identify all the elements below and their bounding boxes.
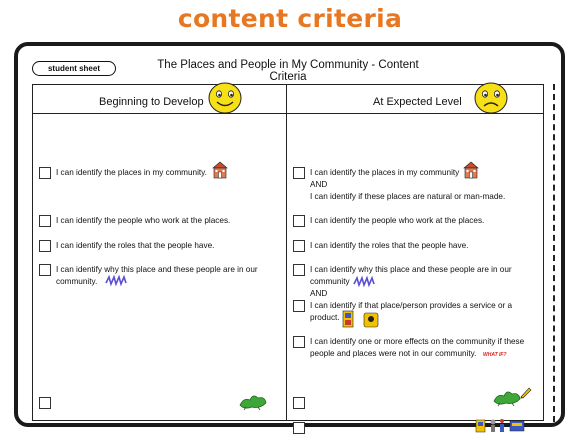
checkbox[interactable] (39, 215, 51, 227)
checkbox[interactable] (293, 336, 305, 348)
checkbox[interactable] (293, 215, 305, 227)
criteria-text-continued: people and places were not in our community. (310, 349, 477, 358)
checkbox[interactable] (293, 167, 305, 179)
column-title: Beginning to Develop (99, 96, 204, 108)
page-heading: content criteria (177, 4, 403, 33)
column-header (287, 85, 543, 114)
school-house-icon (463, 161, 479, 179)
smiley-sad-icon (473, 81, 509, 115)
criteria-text: I can identify why this place and these people are in our (310, 265, 512, 274)
criteria-text: I can identify the people who work at the places. (56, 216, 231, 225)
criteria-text: I can identify the roles that the people have. (310, 241, 469, 250)
pencil-icon (519, 385, 533, 399)
school-house-icon (212, 161, 228, 179)
sheet-title: The Places and People in My Community - Content Criteria (157, 59, 419, 83)
what-if-scribble-icon (105, 274, 129, 288)
checkbox[interactable] (293, 397, 305, 409)
student-sheet-tag: student sheet (32, 61, 116, 76)
criteria-text-continued: community. (56, 277, 98, 286)
column-beginning-to-develop (32, 84, 287, 421)
smiley-happy-icon (207, 81, 243, 115)
dashed-cut-line (553, 84, 555, 422)
checkbox[interactable] (39, 397, 51, 409)
criteria-text: I can identify the roles that the people have. (56, 241, 215, 250)
criteria-text: I can identify if that place/person provides a service or a (310, 301, 513, 310)
island-icon (492, 387, 522, 407)
column-title: At Expected Level (373, 96, 462, 108)
checkbox[interactable] (39, 240, 51, 252)
checkbox[interactable] (293, 422, 305, 434)
checkbox[interactable] (39, 264, 51, 276)
criteria-and: AND (310, 289, 328, 298)
checkbox[interactable] (39, 167, 51, 179)
checkbox[interactable] (293, 300, 305, 312)
criteria-text: I can identify the people who work at the places. (310, 216, 485, 225)
what-if-label: WHAT IF? (483, 352, 507, 358)
what-if-scribble-icon (353, 275, 377, 289)
criteria-text-continued: I can identify if these places are natural or man-made. (310, 192, 506, 201)
criteria-and: AND (310, 180, 328, 189)
criteria-text: I can identify the places in my community. (56, 168, 207, 177)
checkbox[interactable] (293, 264, 305, 276)
worker-icons (475, 417, 527, 433)
column-header (33, 85, 286, 114)
criteria-text: I can identify one or more effects on the community if these (310, 337, 525, 346)
criteria-text-continued: community (310, 277, 350, 286)
student-sheet (14, 42, 565, 427)
criteria-text: I can identify the places in my community (310, 168, 460, 177)
criteria-text: I can identify why this place and these people are in our (56, 265, 258, 274)
checkbox[interactable] (293, 240, 305, 252)
column-at-expected-level (286, 84, 544, 421)
island-icon (238, 391, 268, 411)
worker-icons (342, 309, 382, 329)
criteria-text-continued: product. (310, 313, 340, 322)
